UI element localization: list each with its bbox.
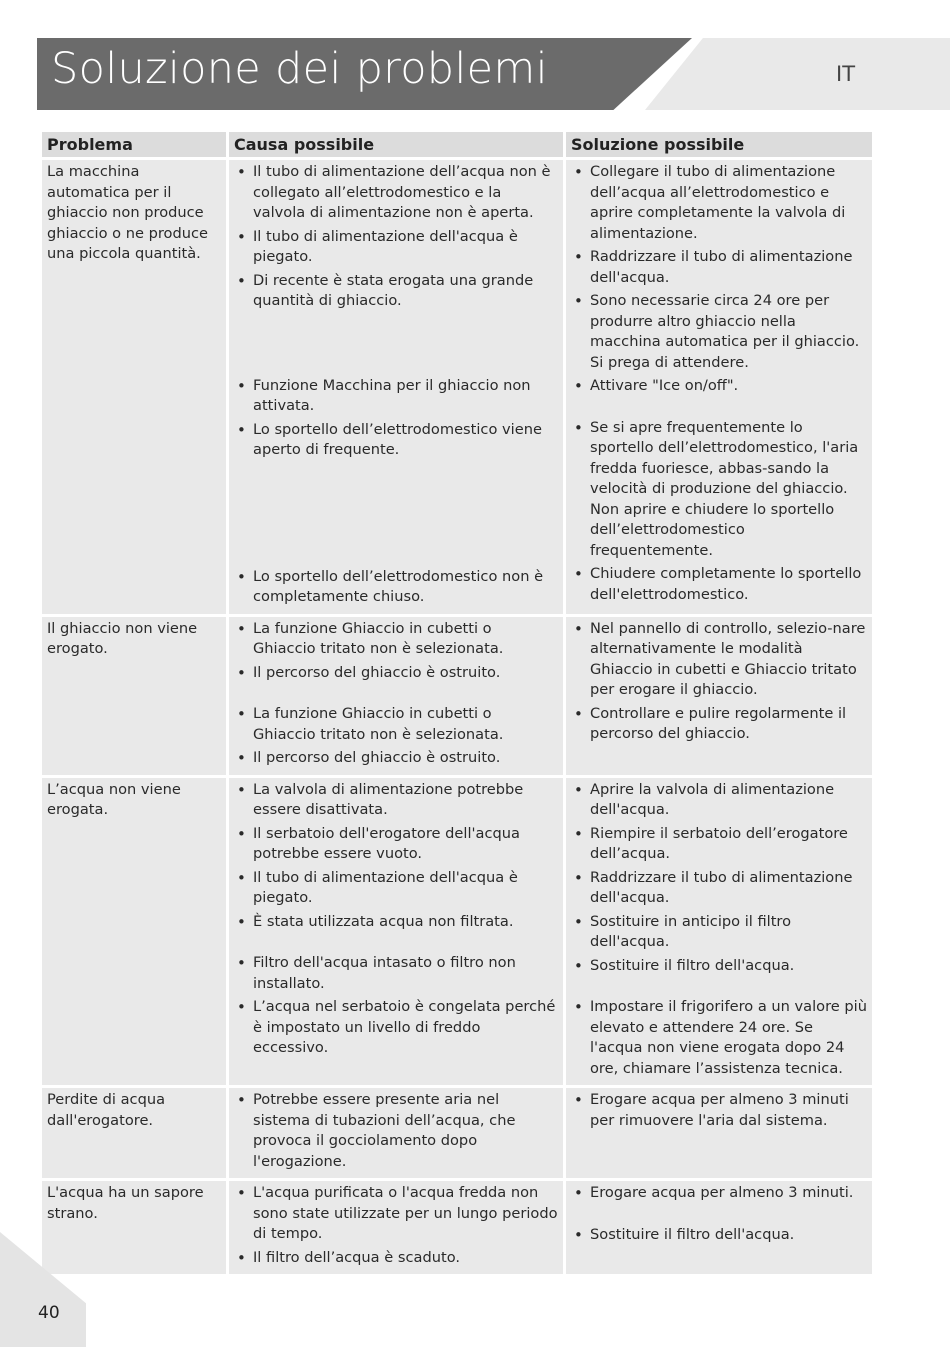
cause-item: • Il tubo di alimentazione dell'acqua è piegato. (234, 227, 558, 268)
solution-item: • Aprire la valvola di alimentazione dell'acqua. (571, 780, 867, 821)
cause-item: • Lo sportello dell’elettrodomestico viene aperto di frequente. (234, 420, 558, 461)
table-row (42, 1181, 872, 1274)
cause-item: • La funzione Ghiaccio in cubetti o Ghiaccio tritato non è selezionata. (234, 619, 558, 660)
solution-item: • Attivare "Ice on/off". (571, 376, 867, 397)
solution-cell (566, 1088, 872, 1178)
cause-item: • È stata utilizzata acqua non filtrata. (234, 912, 558, 933)
cause-item: • L’acqua nel serbatoio è congelata perché è impostato un livello di freddo eccessivo. (234, 997, 558, 1059)
page-title: Soluzione dei problemi (51, 44, 548, 94)
solution-item: • Erogare acqua per almeno 3 minuti per rimuovere l'aria dal sistema. (571, 1090, 867, 1131)
page-number: 40 (38, 1303, 60, 1323)
solution-item: • Impostare il frigorifero a un valore più elevato e attendere 24 ore. Se l'acqua non viene erogata dopo 24 ore, chiamare l’assistenza tecnica. (571, 997, 867, 1079)
solution-item: • Sostituire in anticipo il filtro dell'acqua. (571, 912, 867, 953)
solution-item: • Raddrizzare il tubo di alimentazione dell'acqua. (571, 247, 867, 288)
solution-list (571, 619, 867, 745)
cause-list (234, 780, 558, 1059)
problem-cell: Il ghiaccio non viene erogato. (42, 617, 226, 775)
cause-item: • L'acqua purificata o l'acqua fredda non sono state utilizzate per un lungo periodo di tempo. (234, 1183, 558, 1245)
solution-item: • Sostituire il filtro dell'acqua. (571, 956, 867, 977)
problem-cell: L’acqua non viene erogata. (42, 778, 226, 1086)
cause-item: • Il tubo di alimentazione dell'acqua è piegato. (234, 868, 558, 909)
cause-item: • Filtro dell'acqua intasato o filtro non installato. (234, 953, 558, 994)
table-row (42, 778, 872, 1086)
cause-item: • Il percorso del ghiaccio è ostruito. (234, 748, 558, 769)
table-header-row (42, 132, 872, 157)
solution-item: • Se si apre frequentemente lo sportello dell’elettrodomestico, l'aria fredda fuoriesce, abbas-sando la velocità di produzione del ghiaccio. Non aprire e chiudere lo sportello dell’elettrodomestico frequentemente. (571, 418, 867, 562)
problem-cell: Perdite di acqua dall'erogatore. (42, 1088, 226, 1178)
column-header-cause: Causa possibile (229, 132, 563, 157)
cause-cell (229, 160, 563, 614)
solution-item: • Collegare il tubo di alimentazione dell’acqua all’elettrodomestico e aprire completamente la valvola di alimentazione. (571, 162, 867, 244)
solution-cell (566, 160, 872, 614)
column-header-solution: Soluzione possibile (566, 132, 872, 157)
problem-cell: La macchina automatica per il ghiaccio non produce ghiaccio o ne produce una piccola quantità. (42, 160, 226, 614)
cause-item: • Il tubo di alimentazione dell’acqua non è collegato all’elettrodomestico e la valvola di alimentazione non è aperta. (234, 162, 558, 224)
cause-item: • Lo sportello dell’elettrodomestico non è completamente chiuso. (234, 567, 558, 608)
problem-cell: L'acqua ha un sapore strano. (42, 1181, 226, 1274)
cause-item: • Il filtro dell’acqua è scaduto. (234, 1248, 558, 1269)
troubleshooting-table (39, 129, 875, 1277)
header-banner-accent (645, 38, 950, 110)
cause-item: • Il serbatoio dell'erogatore dell'acqua potrebbe essere vuoto. (234, 824, 558, 865)
cause-cell (229, 778, 563, 1086)
cause-cell (229, 1088, 563, 1178)
cause-item: • La valvola di alimentazione potrebbe essere disattivata. (234, 780, 558, 821)
solution-list (571, 1183, 867, 1245)
cause-item: • Funzione Macchina per il ghiaccio non attivata. (234, 376, 558, 417)
solution-item: • Sono necessarie circa 24 ore per produrre altro ghiaccio nella macchina automatica per il ghiaccio. Si prega di attendere. (571, 291, 867, 373)
cause-item: • Il percorso del ghiaccio è ostruito. (234, 663, 558, 684)
solution-cell (566, 778, 872, 1086)
cause-list (234, 1183, 558, 1268)
solution-list (571, 1090, 867, 1131)
cause-cell (229, 617, 563, 775)
solution-list (571, 162, 867, 605)
solution-item: • Sostituire il filtro dell'acqua. (571, 1225, 867, 1246)
solution-item: • Nel pannello di controllo, selezio-nare alternativamente le modalità Ghiaccio in cubetti e Ghiaccio tritato per erogare il ghiaccio. (571, 619, 867, 701)
cause-item: • Di recente è stata erogata una grande quantità di ghiaccio. (234, 271, 558, 312)
table-row (42, 160, 872, 614)
cause-item: • Potrebbe essere presente aria nel sistema di tubazioni dell’acqua, che provoca il gocciolamento dopo l'erogazione. (234, 1090, 558, 1172)
cause-item: • La funzione Ghiaccio in cubetti o Ghiaccio tritato non è selezionata. (234, 704, 558, 745)
cause-cell (229, 1181, 563, 1274)
solution-cell (566, 1181, 872, 1274)
solution-list (571, 780, 867, 1080)
language-code: IT (836, 62, 856, 86)
solution-item: • Erogare acqua per almeno 3 minuti. (571, 1183, 867, 1204)
cause-list (234, 162, 558, 608)
solution-item: • Raddrizzare il tubo di alimentazione dell'acqua. (571, 868, 867, 909)
cause-list (234, 1090, 558, 1172)
cause-list (234, 619, 558, 769)
column-header-problem: Problema (42, 132, 226, 157)
table-row (42, 617, 872, 775)
solution-cell (566, 617, 872, 775)
solution-item: • Riempire il serbatoio dell’erogatore dell’acqua. (571, 824, 867, 865)
table-row (42, 1088, 872, 1178)
solution-item: • Controllare e pulire regolarmente il percorso del ghiaccio. (571, 704, 867, 745)
solution-item: • Chiudere completamente lo sportello dell'elettrodomestico. (571, 564, 867, 605)
